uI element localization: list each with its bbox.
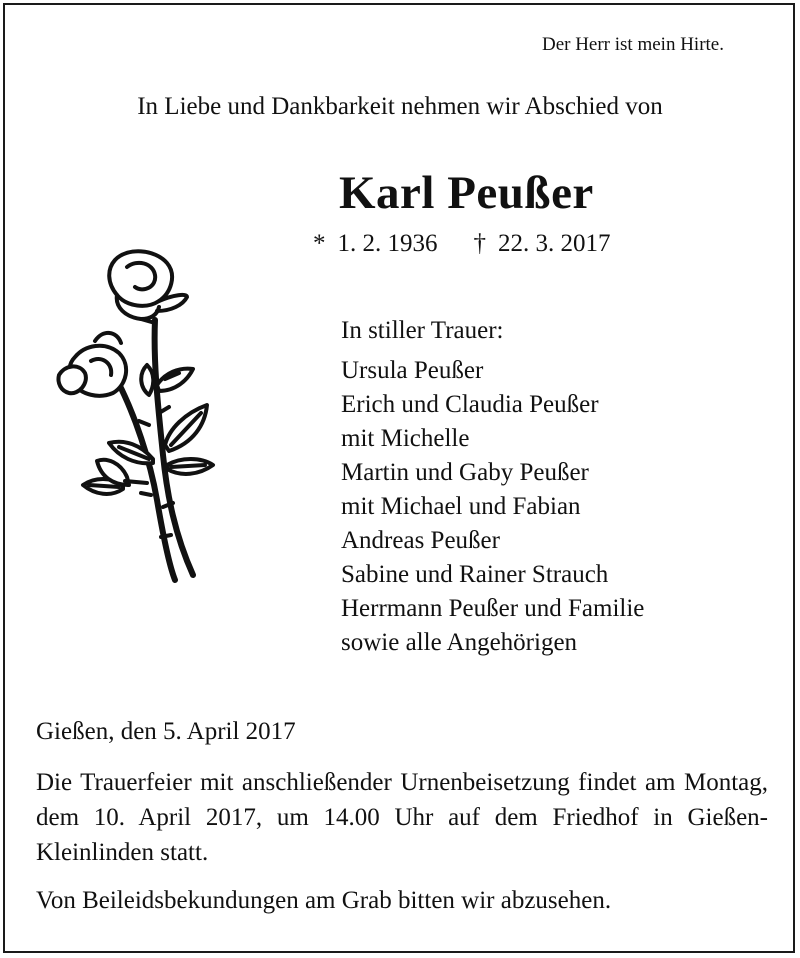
motto: Der Herr ist mein Hirte. — [541, 34, 724, 55]
deceased-name: Karl Peußer — [339, 167, 594, 219]
condolence-note: Von Beileidsbekundungen am Grab bitten wir abzusehen. — [36, 887, 612, 914]
mourner-name: mit Michael und Fabian — [341, 493, 581, 520]
mourners-list — [341, 314, 644, 660]
mourner-name: Andreas Peußer — [341, 527, 500, 554]
life-dates — [313, 230, 611, 258]
mourner-name: Erich und Claudia Peußer — [341, 391, 599, 418]
birth-date: 1. 2. 1936 — [337, 230, 438, 257]
intro-line: In Liebe und Dankbarkeit nehmen wir Abschied von — [137, 93, 663, 120]
mourner-name: Herrmann Peußer und Familie — [341, 595, 645, 622]
mourner-name: Martin und Gaby Peußer — [341, 459, 589, 486]
death-date: 22. 3. 2017 — [498, 230, 611, 257]
birth-symbol: * — [313, 230, 326, 257]
ceremony-text: Die Trauerfeier mit anschließender Urnenbeisetzung findet am Montag, dem 10. April 2017, um 14.00 Uhr auf dem Friedhof in Gießen-Kleinlinden statt. — [36, 769, 768, 866]
mourner-name: Sabine und Rainer Strauch — [341, 561, 609, 588]
mourner-name: mit Michelle — [341, 425, 470, 452]
mourner-name: sowie alle Angehörigen — [341, 629, 578, 656]
death-symbol: † — [473, 230, 486, 257]
rose-icon — [55, 245, 225, 590]
mourners-heading: In stiller Trauer: — [341, 317, 504, 344]
place-date: Gießen, den 5. April 2017 — [36, 718, 296, 745]
mourner-name: Ursula Peußer — [341, 357, 484, 384]
